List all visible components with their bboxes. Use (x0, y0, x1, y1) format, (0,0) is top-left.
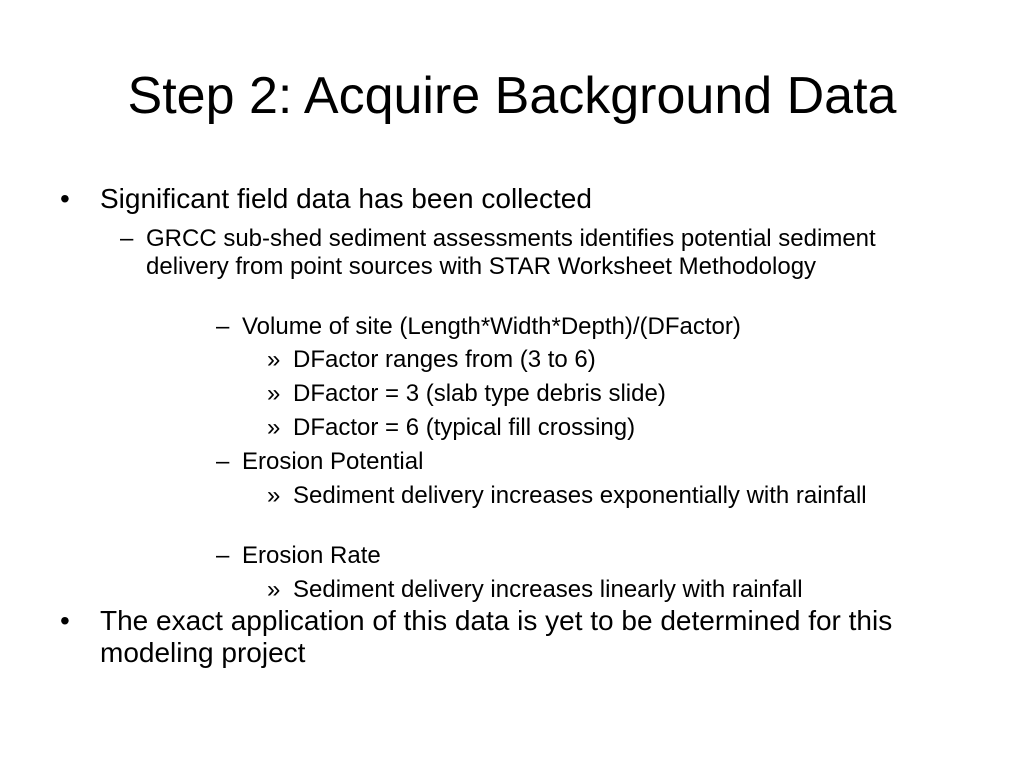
bullet-text: Sediment delivery increases linearly with rainfall (293, 576, 803, 603)
bullet-text: Erosion Rate (242, 542, 381, 569)
bullet-marker: – (216, 542, 230, 569)
bullet-text: GRCC sub-shed sediment assessments identifies potential sediment delivery from point sources with STAR Worksheet Methodology (146, 225, 876, 280)
bullet-level-4 (267, 576, 953, 604)
bullet-marker: – (120, 225, 134, 252)
bullet-text: The exact application of this data is yet to be determined for this modeling project (100, 605, 893, 668)
bullet-marker: • (60, 605, 70, 636)
bullet-marker: » (267, 576, 281, 603)
bullet-level-1 (60, 605, 990, 669)
bullet-text: DFactor ranges from (3 to 6) (293, 346, 596, 373)
bullet-level-3 (216, 542, 962, 570)
bullet-text: DFactor = 6 (typical fill crossing) (293, 414, 636, 441)
bullet-level-4 (267, 482, 913, 510)
bullet-marker: – (216, 448, 230, 475)
bullet-level-3 (216, 313, 962, 341)
bullet-marker: – (216, 313, 230, 340)
bullet-marker: » (267, 482, 281, 509)
bullet-level-1 (60, 183, 980, 215)
bullet-text: Erosion Potential (242, 448, 424, 475)
bullet-level-4 (267, 380, 933, 408)
bullet-marker: • (60, 183, 70, 214)
bullet-marker: » (267, 346, 281, 373)
slide-title: Step 2: Acquire Background Data (127, 67, 897, 125)
bullet-text: DFactor = 3 (slab type debris slide) (293, 380, 666, 407)
bullet-level-4 (267, 414, 933, 442)
bullet-level-4 (267, 346, 933, 374)
bullet-text: Sediment delivery increases exponentially with rainfall (293, 482, 867, 509)
bullet-marker: » (267, 414, 281, 441)
bullet-text: Volume of site (Length*Width*Depth)/(DFactor) (242, 313, 741, 340)
bullet-text: Significant field data has been collected (100, 183, 592, 214)
bullet-marker: » (267, 380, 281, 407)
bullet-level-3 (216, 448, 962, 476)
bullet-level-2 (120, 225, 946, 281)
